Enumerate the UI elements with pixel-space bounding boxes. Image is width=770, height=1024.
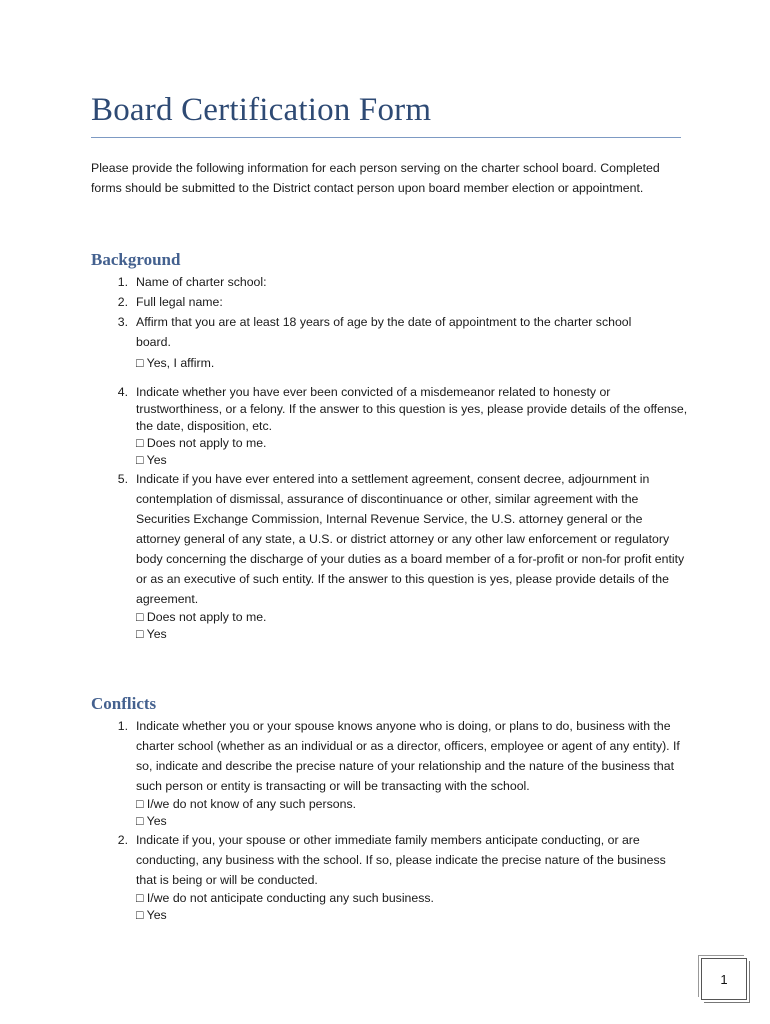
checkbox-option-yes[interactable]: □ Yes	[136, 814, 167, 828]
list-item	[108, 312, 664, 374]
item-text: Indicate if you, your spouse or other immediate family members anticipate conducting, or are conducting, any business with the school. If so, please indicate the precise nature of the business that is being or will be conducted.	[136, 833, 666, 887]
item-number: 2.	[117, 295, 128, 309]
list-item	[108, 469, 688, 643]
item-text: Affirm that you are at least 18 years of age by the date of appointment to the charter school board.	[136, 315, 632, 349]
list-item	[108, 292, 688, 312]
item-text: Full legal name:	[136, 295, 223, 309]
item-number: 5.	[117, 472, 128, 486]
checkbox-option-yes[interactable]: □ Yes	[136, 453, 167, 467]
item-number: 1.	[117, 275, 128, 289]
checkbox-option-yes[interactable]: □ Yes	[136, 627, 167, 641]
page-title: Board Certification Form	[91, 92, 432, 128]
item-text: Indicate if you have ever entered into a settlement agreement, consent decree, adjournment in contemplation of dismissal, assurance of discontinuance or other, similar agreement with the Securities Exchange Commission, Internal Revenue Service, the U.S. attorney general or the attorney general of any state, a U.S. or district attorney or any other law enforcement or regulatory body concerning the discharge of your duties as a board member of a for-profit or non-for profit entity or as an executive of such entity. If the answer to this question is yes, please provide details of the agreement.	[136, 472, 685, 606]
checkbox-option-do-not-know[interactable]: □ I/we do not know of any such persons.	[136, 797, 357, 811]
page-number: 1	[720, 971, 728, 987]
checkbox-option-do-not-anticipate[interactable]: □ I/we do not anticipate conducting any such business.	[136, 891, 434, 905]
list-item	[108, 272, 688, 292]
checkbox-option-does-not-apply[interactable]: □ Does not apply to me.	[136, 436, 267, 450]
item-number: 3.	[117, 315, 128, 329]
list-item	[108, 384, 688, 469]
page-number-box	[701, 958, 747, 1000]
intro-paragraph: Please provide the following information for each person serving on the charter school board. Completed forms should be submitted to the District contact person upon board member election or appointment.	[91, 161, 660, 195]
item-text: Name of charter school:	[136, 275, 267, 289]
item-text: Indicate whether you or your spouse knows anyone who is doing, or plans to do, business with the charter school (whether as an individual or as a director, officers, employee or agent of any entity). If so, indicate and describe the precise nature of your relationship and the nature of the business that such person or entity is transacting or will be transacting with the school.	[136, 719, 680, 793]
list-item	[108, 716, 688, 830]
conflicts-list	[108, 716, 688, 924]
title-divider	[91, 137, 681, 138]
item-text: Indicate whether you have ever been convicted of a misdemeanor related to honesty or trustworthiness, or a felony. If the answer to this question is yes, please provide details of the offense, the date, disposition, etc.	[136, 385, 688, 433]
checkbox-option-does-not-apply[interactable]: □ Does not apply to me.	[136, 610, 267, 624]
background-heading: Background	[91, 250, 181, 269]
background-list	[108, 272, 688, 643]
checkbox-option-yes[interactable]: □ Yes	[136, 908, 167, 922]
list-item	[108, 830, 688, 924]
conflicts-heading: Conflicts	[91, 694, 157, 713]
item-number: 1.	[117, 719, 128, 733]
checkbox-option-yes-affirm[interactable]: □ Yes, I affirm.	[136, 356, 215, 370]
item-number: 2.	[117, 833, 128, 847]
item-number: 4.	[117, 385, 128, 399]
